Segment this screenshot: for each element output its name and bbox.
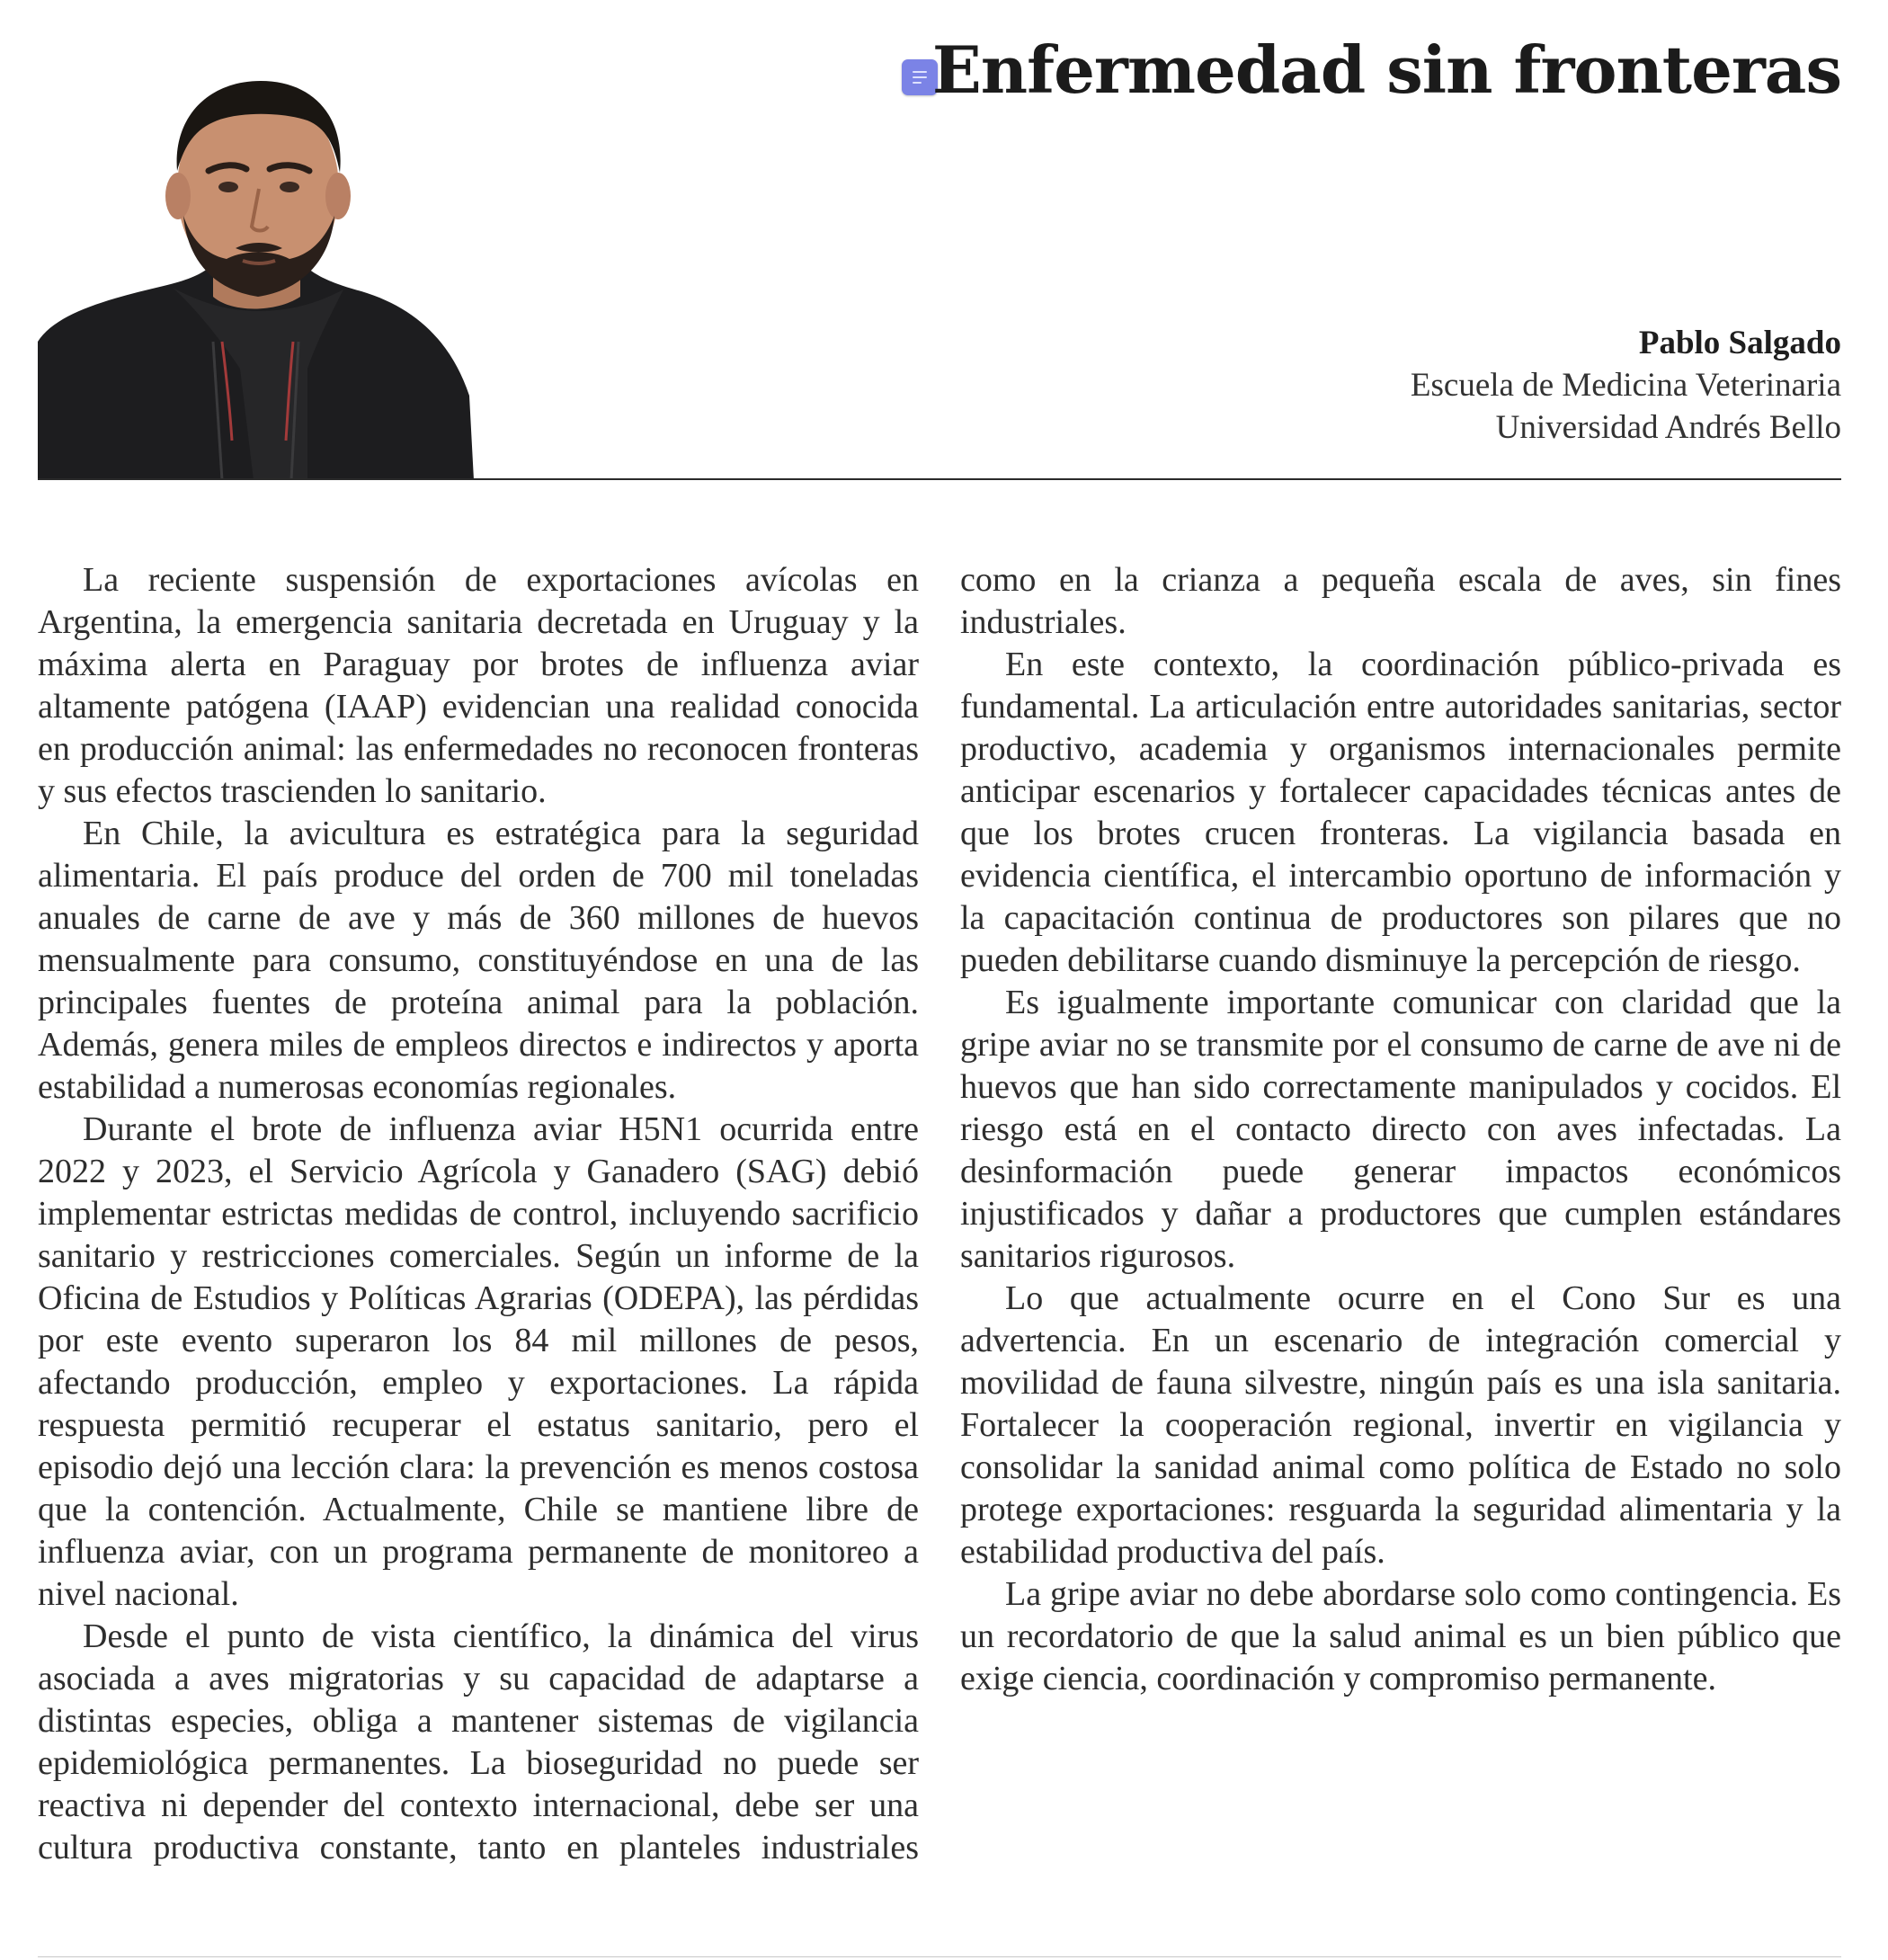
author-affiliation-school: Escuela de Medicina Veterinaria bbox=[1410, 367, 1841, 404]
article-title: Enfermedad sin fronteras bbox=[931, 31, 1841, 108]
author-name: Pablo Salgado bbox=[1638, 325, 1841, 361]
article-paragraph: Desde el punto de vista científico, la dinámica del virus asociada a aves migratorias y su capacidad de adaptarse a distintas especies, obliga a mantener sistemas de vigilancia epidemiológica permanentes. La bioseguridad no puede ser reactiva ni depender del contexto internacional, debe ser una cultura productiva constante, tanto en planteles industriales como en la crianza a pequeña escala de aves, sin fines industriales. bbox=[38, 561, 1841, 1866]
author-byline bbox=[1411, 322, 1841, 449]
article-paragraph: En este contexto, la coordinación público-privada es fundamental. La articulación entre autoridades sanitarias, sector productivo, academia y organismos internacionales permite anticipar escenarios y fortalecer capacidades técnicas antes de que los brotes crucen fronteras. La vigilancia basada en evidencia científica, el intercambio oportuno de información y la capacitación continua de productores son pilares que no pueden debilitarse cuando disminuye la percepción de riesgo. bbox=[960, 646, 1841, 979]
article-paragraph: Lo que actualmente ocurre en el Cono Sur es una advertencia. En un escenario de integración comercial y movilidad de fauna silvestre, ningún país es una isla sanitaria. Fortalecer la cooperación regional, invertir en vigilancia y consolidar la sanidad animal como política de Estado no solo protege exportaciones: resguarda la seguridad alimentaria y la estabilidad productiva del país. bbox=[960, 1279, 1841, 1571]
article-paragraph: La reciente suspensión de exportaciones avícolas en Argentina, la emergencia sanitaria decretada en Uruguay y la máxima alerta en Paraguay por brotes de influenza aviar altamente patógena (IAAP) evidencian una realidad conocida en producción animal: las enfermedades no reconocen fronteras y sus efectos trascienden lo sanitario. bbox=[38, 561, 919, 810]
author-portrait-image bbox=[38, 72, 474, 480]
article-paragraph: Es igualmente importante comunicar con claridad que la gripe aviar no se transmite por el consumo de carne de ave ni de huevos que han sido correctamente manipulados y cocidos. El riesgo está en el contacto directo con aves infectadas. La desinformación puede generar impactos económicos injustificados y dañar a productores que cumplen estándares sanitarios rigurosos. bbox=[960, 984, 1841, 1275]
author-photo bbox=[38, 72, 474, 480]
article-paragraph: Durante el brote de influenza aviar H5N1 ocurrida entre 2022 y 2023, el Servicio Agrícola y Ganadero (SAG) debió implementar estrictas medidas de control, incluyendo sacrificio sanitario y restricciones comerciales. Según un informe de la Oficina de Estudios y Políticas Agrarias (ODEPA), las pérdidas por este evento superaron los 84 mil millones de pesos, afectando producción, empleo y exportaciones. La rápida respuesta permitió recuperar el estatus sanitario, pero el episodio dejó una lección clara: la prevención es menos costosa que la contención. Actualmente, Chile se mantiene libre de influenza aviar, con un programa permanente de monitoreo a nivel nacional. bbox=[38, 1110, 919, 1613]
article-body bbox=[38, 559, 1841, 1926]
author-affiliation-university: Universidad Andrés Bello bbox=[1495, 409, 1841, 446]
article-paragraph: La gripe aviar no debe abordarse solo como contingencia. Es un recordatorio de que la salud animal es un bien público que exige ciencia, coordinación y compromiso permanente. bbox=[960, 1575, 1841, 1697]
article-paragraph: En Chile, la avicultura es estratégica para la seguridad alimentaria. El país produce del orden de 700 mil toneladas anuales de carne de ave y más de 360 millones de huevos mensualmente para consumo, constituyéndose en una de las principales fuentes de proteína animal para la población. Además, genera miles de empleos directos e indirectos y aporta estabilidad a numerosas economías regionales. bbox=[38, 815, 919, 1106]
header-divider bbox=[38, 478, 1841, 480]
footer-divider bbox=[38, 1956, 1841, 1957]
